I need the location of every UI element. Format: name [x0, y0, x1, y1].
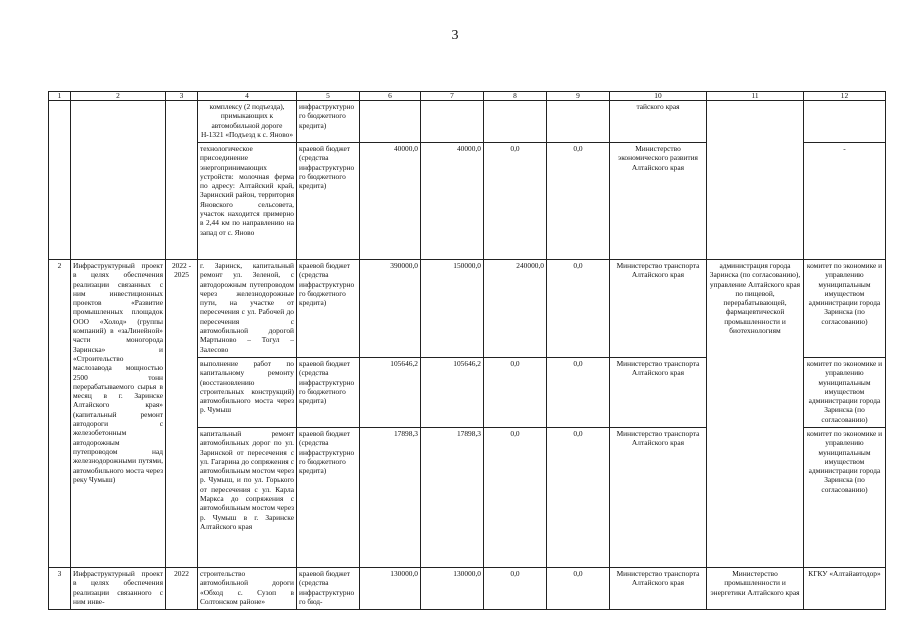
- cell-y1: 130000,0: [421, 568, 484, 610]
- cell-coexecutor: [707, 101, 804, 260]
- cell-participant: [804, 101, 886, 143]
- cell-number: 3: [49, 568, 71, 610]
- cell-coexecutor: Министерство промышленности и энергетики Алтайского края: [707, 568, 804, 610]
- cell-y3: 0,0: [547, 143, 610, 260]
- cell-source: краевой бюджет (средства инфраструктурного бюджетного кредита): [297, 143, 360, 260]
- cell-activity: технологическое присоединение энергопринимающих устройств: молочная ферма по адресу: Алтайский край, Заринский район, территория Яновского сельсовета, участок находится примерно в 2,44 км по направлению на запад от с. Яново: [198, 143, 297, 260]
- cell-executor: Министерство транспорта Алтайского края: [610, 358, 707, 428]
- cell-activity: комплексу (2 подъезда), примыкающих к автомобильной дороге Н-1321 «Подъезд к с. Яново»: [198, 101, 297, 143]
- cell-y3: 0,0: [547, 428, 610, 568]
- cell-source: краевой бюджет (средства инфраструктурного бюд-: [297, 568, 360, 610]
- cell-activity: выполнение работ по капитальному ремонту (восстановлению строительных конструкций) автомобильного моста через р. Чумыш: [198, 358, 297, 428]
- cell-period: [166, 101, 198, 260]
- table-row: [49, 260, 886, 358]
- cell-total: 40000,0: [360, 143, 421, 260]
- col-header: 9: [547, 92, 610, 101]
- table-row: [49, 101, 886, 143]
- cell-participant: КГКУ «Алтайавтодор»: [804, 568, 886, 610]
- col-header: 3: [166, 92, 198, 101]
- cell-participant: комитет по экономике и управлению муниципальным имуществом администрации города Заринска (по согласованию): [804, 428, 886, 568]
- cell-y1: [421, 101, 484, 143]
- cell-project: Инфраструктурный проект в целях обеспечения реализации связанного с ним инве-: [71, 568, 166, 610]
- cell-y2: 0,0: [484, 428, 547, 568]
- cell-project: [71, 101, 166, 260]
- cell-source: краевой бюджет (средства инфраструктурного бюджетного кредита): [297, 428, 360, 568]
- cell-activity: строительство автомобильной дороги «Обход с. Сузоп в Солтонском районе»: [198, 568, 297, 610]
- col-header: 12: [804, 92, 886, 101]
- col-header: 7: [421, 92, 484, 101]
- cell-total: 17898,3: [360, 428, 421, 568]
- cell-number: [49, 101, 71, 260]
- cell-source: краевой бюджет (средства инфраструктурного бюджетного кредита): [297, 358, 360, 428]
- cell-number: 2: [49, 260, 71, 568]
- cell-activity: капитальный ремонт автомобильных дорог по ул. Заринской от пересечения с ул. Гагарина до сопряжения с автомобильным мостом через р. Чумыш, и по ул. Горького от пересечения с ул. Карла Маркса до сопряжения с автомобильным мостом через р. Чумыш в г. Заринске Алтайского края: [198, 428, 297, 568]
- cell-period: 2022: [166, 568, 198, 610]
- page-number: 3: [451, 28, 459, 43]
- cell-source: инфраструктурного бюджетного кредита): [297, 101, 360, 143]
- cell-y3: 0,0: [547, 260, 610, 358]
- cell-total: [360, 101, 421, 143]
- table-row: [49, 568, 886, 610]
- cell-total: 105646,2: [360, 358, 421, 428]
- cell-y3: 0,0: [547, 358, 610, 428]
- col-header: 2: [71, 92, 166, 101]
- cell-y2: 0,0: [484, 358, 547, 428]
- cell-y1: 40000,0: [421, 143, 484, 260]
- col-header: 10: [610, 92, 707, 101]
- program-table: [48, 91, 886, 610]
- col-header: 4: [198, 92, 297, 101]
- col-header: 1: [49, 92, 71, 101]
- cell-y2: 0,0: [484, 143, 547, 260]
- cell-total: 390000,0: [360, 260, 421, 358]
- cell-y3: [547, 101, 610, 143]
- cell-executor: Министерство транспорта Алтайского края: [610, 428, 707, 568]
- col-header: 5: [297, 92, 360, 101]
- col-header: 11: [707, 92, 804, 101]
- cell-executor: Министерство транспорта Алтайского края: [610, 260, 707, 358]
- cell-coexecutor: администрация города Заринска (по согласованию), управление Алтайского края по пищевой, перерабатывающей, фармацевтической промышленности и биотехнологиям: [707, 260, 804, 568]
- cell-y2: 0,0: [484, 568, 547, 610]
- cell-total: 130000,0: [360, 568, 421, 610]
- cell-y3: 0,0: [547, 568, 610, 610]
- column-number-row: [49, 92, 886, 101]
- cell-y1: 17898,3: [421, 428, 484, 568]
- cell-executor: тайского края: [610, 101, 707, 143]
- cell-project: Инфраструктурный проект в целях обеспечения реализации связанных с ним инвестиционных проектов «Развитие промышленных площадок ООО «Холод» (группы компаний) в «заЛинейной» части моногорода Заринска» и «Строительство маслозавода мощностью 2500 тонн перерабатываемого сырья в месяц в г. Заринске Алтайского края» (капитальный ремонт автодороги с железобетонным автодорожным путепроводом над железнодорожными путями, автомобильного моста через реку Чумыш): [71, 260, 166, 568]
- cell-participant: -: [804, 143, 886, 260]
- col-header: 6: [360, 92, 421, 101]
- cell-executor: Министерство экономического развития Алтайского края: [610, 143, 707, 260]
- cell-executor: Министерство транспорта Алтайского края: [610, 568, 707, 610]
- cell-participant: комитет по экономике и управлению муниципальным имуществом администрации города Заринска (по согласованию): [804, 260, 886, 358]
- cell-y2: [484, 101, 547, 143]
- col-header: 8: [484, 92, 547, 101]
- cell-y1: 105646,2: [421, 358, 484, 428]
- cell-y2: 240000,0: [484, 260, 547, 358]
- cell-period: 2022 - 2025: [166, 260, 198, 568]
- cell-y1: 150000,0: [421, 260, 484, 358]
- cell-activity: г. Заринск, капитальный ремонт ул. Зеленой, с автодорожным путепроводом через железнодорожные пути, на участке от пересечения с ул. Рабочей до пересечения с автомобильной дорогой Мартыново – Тогул – Залесово: [198, 260, 297, 358]
- cell-source: краевой бюджет (средства инфраструктурного бюджетного кредита): [297, 260, 360, 358]
- cell-participant: комитет по экономике и управлению муниципальным имуществом администрации города Заринска (по согласованию): [804, 358, 886, 428]
